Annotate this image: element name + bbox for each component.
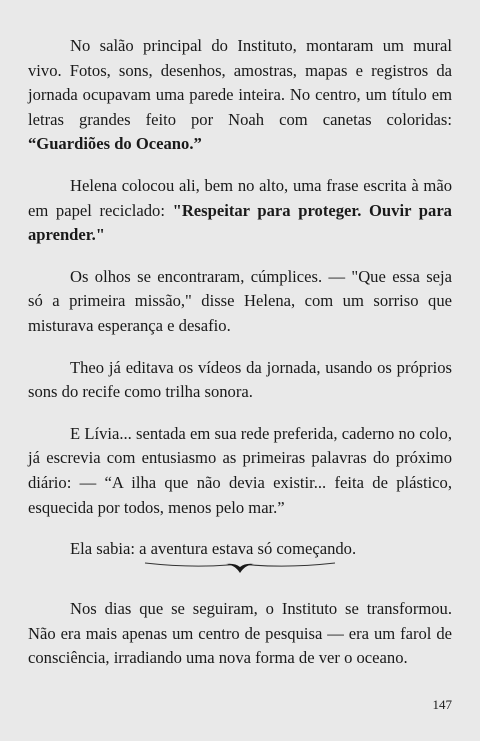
paragraph-adventure: Ela sabia: a aventura estava só começando. [70,539,357,559]
page-body-continued [28,597,452,671]
paragraph-mural-text: No salão principal do Instituto, montaram um mural vivo. Fotos, sons, desenhos, amostras, mapas e registros da jornada ocupavam uma parede inteira. No centro, um título em letras grandes feito por Noah com canetas coloridas: [28,36,452,129]
paragraph-institute-transformed: Nos dias que se seguiram, o Instituto se transformou. Não era mais apenas um centro de pesquisa — era um farol de consciência, irradiando uma nova forma de ver o oceano. [28,599,452,668]
page-number: 147 [432,697,452,712]
paragraph-first-mission: Os olhos se encontraram, cúmplices. — "Que essa seja só a primeira missão," disse Helena, com um sorriso que misturava esperança e desafio. [28,266,452,335]
paragraph-helena-text: Helena colocou ali, bem no alto, uma frase escrita à mão em papel reciclado: [28,175,452,220]
handwritten-phrase-quote: "Respeitar para proteger. Ouvir para aprender." [28,200,452,245]
ornamental-divider-icon [140,551,340,577]
paragraph-livia: E Lívia... sentada em sua rede preferida, caderno no colo, já escrevia com entusiasmo as primeiras palavras do próximo diário: — “A ilha que não devia existir... feita de plástico, esquecida por todos, menos pelo mar.” [28,423,452,517]
mural-title-quote: “Guardiões do Oceano.” [28,134,202,154]
paragraph-helena-phrase [28,174,452,248]
paragraph-theo: Theo já editava os vídeos da jornada, usando os próprios sons do recife como trilha sonora. [28,357,452,402]
page-body [28,34,452,562]
paragraph-mural [28,34,452,157]
